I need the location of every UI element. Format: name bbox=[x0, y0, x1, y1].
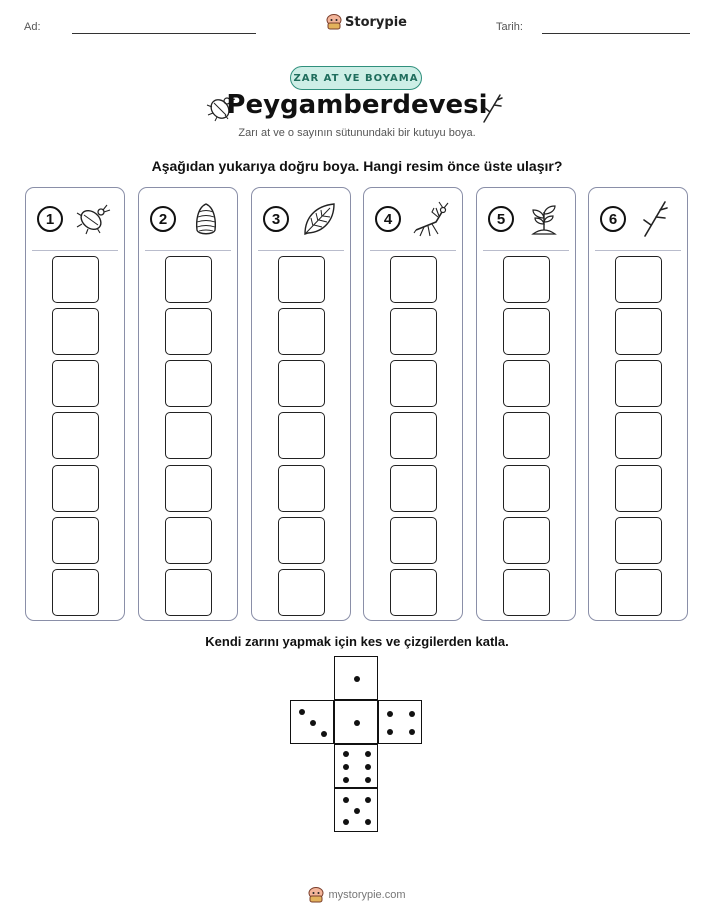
pie-mascot-icon bbox=[326, 13, 342, 31]
color-box[interactable] bbox=[390, 465, 437, 512]
dice-pip bbox=[387, 729, 393, 735]
column-header bbox=[589, 188, 687, 252]
column-header bbox=[477, 188, 575, 252]
subtitle: Zarı at ve o sayının sütunundaki bir kutuyu boya. bbox=[238, 127, 476, 139]
egg-case-icon bbox=[187, 200, 225, 238]
column-number: 6 bbox=[600, 206, 626, 232]
color-box[interactable] bbox=[278, 465, 325, 512]
dice-pip bbox=[354, 676, 360, 682]
name-line[interactable] bbox=[72, 33, 256, 34]
color-box[interactable] bbox=[615, 465, 662, 512]
color-box[interactable] bbox=[52, 308, 99, 355]
color-box[interactable] bbox=[52, 256, 99, 303]
dice-pip bbox=[299, 709, 305, 715]
color-box[interactable] bbox=[615, 517, 662, 564]
dice-pip bbox=[310, 720, 316, 726]
column-6 bbox=[588, 187, 688, 621]
color-box[interactable] bbox=[390, 360, 437, 407]
color-box[interactable] bbox=[165, 517, 212, 564]
color-box[interactable] bbox=[165, 569, 212, 616]
twig-icon bbox=[480, 92, 504, 124]
color-box[interactable] bbox=[615, 360, 662, 407]
column-number: 5 bbox=[488, 206, 514, 232]
dice-pip bbox=[343, 764, 349, 770]
dice-face-6 bbox=[334, 744, 378, 788]
column-1 bbox=[25, 187, 125, 621]
dice-pip bbox=[387, 711, 393, 717]
color-box[interactable] bbox=[165, 360, 212, 407]
column-header bbox=[26, 188, 124, 252]
dice-pip bbox=[321, 731, 327, 737]
color-box[interactable] bbox=[503, 465, 550, 512]
column-number: 4 bbox=[375, 206, 401, 232]
dice-pip bbox=[343, 819, 349, 825]
divider bbox=[258, 250, 344, 251]
dice-face-5 bbox=[334, 788, 378, 832]
dice-pip bbox=[343, 751, 349, 757]
color-box[interactable] bbox=[278, 308, 325, 355]
dice-pip bbox=[343, 777, 349, 783]
divider bbox=[32, 250, 118, 251]
color-box[interactable] bbox=[615, 412, 662, 459]
dice-pip bbox=[343, 797, 349, 803]
divider bbox=[145, 250, 231, 251]
color-box[interactable] bbox=[615, 256, 662, 303]
color-box[interactable] bbox=[503, 256, 550, 303]
date-line[interactable] bbox=[542, 33, 690, 34]
color-box[interactable] bbox=[278, 517, 325, 564]
dice-net bbox=[290, 656, 424, 836]
dice-pip bbox=[365, 764, 371, 770]
column-header bbox=[364, 188, 462, 252]
brand-logo bbox=[326, 13, 407, 31]
color-box[interactable] bbox=[165, 412, 212, 459]
color-box[interactable] bbox=[278, 569, 325, 616]
color-box[interactable] bbox=[615, 569, 662, 616]
color-box[interactable] bbox=[503, 517, 550, 564]
date-label: Tarih: bbox=[496, 21, 523, 33]
dice-pip bbox=[365, 819, 371, 825]
column-number: 3 bbox=[263, 206, 289, 232]
color-box[interactable] bbox=[52, 517, 99, 564]
dice-pip bbox=[354, 808, 360, 814]
dice-face-1 bbox=[334, 700, 378, 744]
leaf-icon bbox=[300, 200, 338, 238]
beetle-icon bbox=[74, 200, 112, 238]
mantis-icon bbox=[412, 200, 450, 238]
color-box[interactable] bbox=[390, 412, 437, 459]
footer bbox=[0, 886, 714, 904]
color-box[interactable] bbox=[503, 308, 550, 355]
color-box[interactable] bbox=[390, 517, 437, 564]
pie-mascot-icon bbox=[308, 886, 324, 904]
color-box[interactable] bbox=[278, 412, 325, 459]
activity-badge: ZAR AT VE BOYAMA bbox=[290, 66, 422, 90]
color-box[interactable] bbox=[52, 360, 99, 407]
column-number: 2 bbox=[150, 206, 176, 232]
brand-name: Storypie bbox=[345, 14, 407, 30]
column-header bbox=[252, 188, 350, 252]
dice-pip bbox=[365, 751, 371, 757]
page-title: Peygamberdevesi bbox=[226, 90, 488, 120]
dice-pip bbox=[354, 720, 360, 726]
twig-icon bbox=[637, 200, 675, 238]
color-box[interactable] bbox=[390, 256, 437, 303]
color-box[interactable] bbox=[390, 308, 437, 355]
column-3 bbox=[251, 187, 351, 621]
color-box[interactable] bbox=[52, 569, 99, 616]
dice-pip bbox=[409, 729, 415, 735]
color-box[interactable] bbox=[165, 308, 212, 355]
color-box[interactable] bbox=[278, 360, 325, 407]
column-number: 1 bbox=[37, 206, 63, 232]
dice-face-1 bbox=[334, 656, 378, 700]
color-box[interactable] bbox=[52, 412, 99, 459]
footer-url[interactable]: mystorypie.com bbox=[328, 889, 406, 901]
column-5 bbox=[476, 187, 576, 621]
name-label: Ad: bbox=[24, 21, 41, 33]
column-header bbox=[139, 188, 237, 252]
divider bbox=[595, 250, 681, 251]
dice-face-3 bbox=[290, 700, 334, 744]
color-box[interactable] bbox=[503, 569, 550, 616]
column-2 bbox=[138, 187, 238, 621]
sprout-icon bbox=[525, 200, 563, 238]
instruction: Aşağıdan yukarıya doğru boya. Hangi resim önce üste ulaşır? bbox=[151, 158, 563, 174]
divider bbox=[370, 250, 456, 251]
divider bbox=[483, 250, 569, 251]
color-box[interactable] bbox=[503, 412, 550, 459]
dice-face-4 bbox=[378, 700, 422, 744]
color-box[interactable] bbox=[615, 308, 662, 355]
dice-caption: Kendi zarını yapmak için kes ve çizgilerden katla. bbox=[205, 634, 509, 649]
color-box[interactable] bbox=[390, 569, 437, 616]
color-box[interactable] bbox=[165, 256, 212, 303]
dice-pip bbox=[365, 777, 371, 783]
color-box[interactable] bbox=[503, 360, 550, 407]
dice-pip bbox=[365, 797, 371, 803]
dice-pip bbox=[409, 711, 415, 717]
column-4 bbox=[363, 187, 463, 621]
color-box[interactable] bbox=[165, 465, 212, 512]
color-box[interactable] bbox=[278, 256, 325, 303]
color-box[interactable] bbox=[52, 465, 99, 512]
